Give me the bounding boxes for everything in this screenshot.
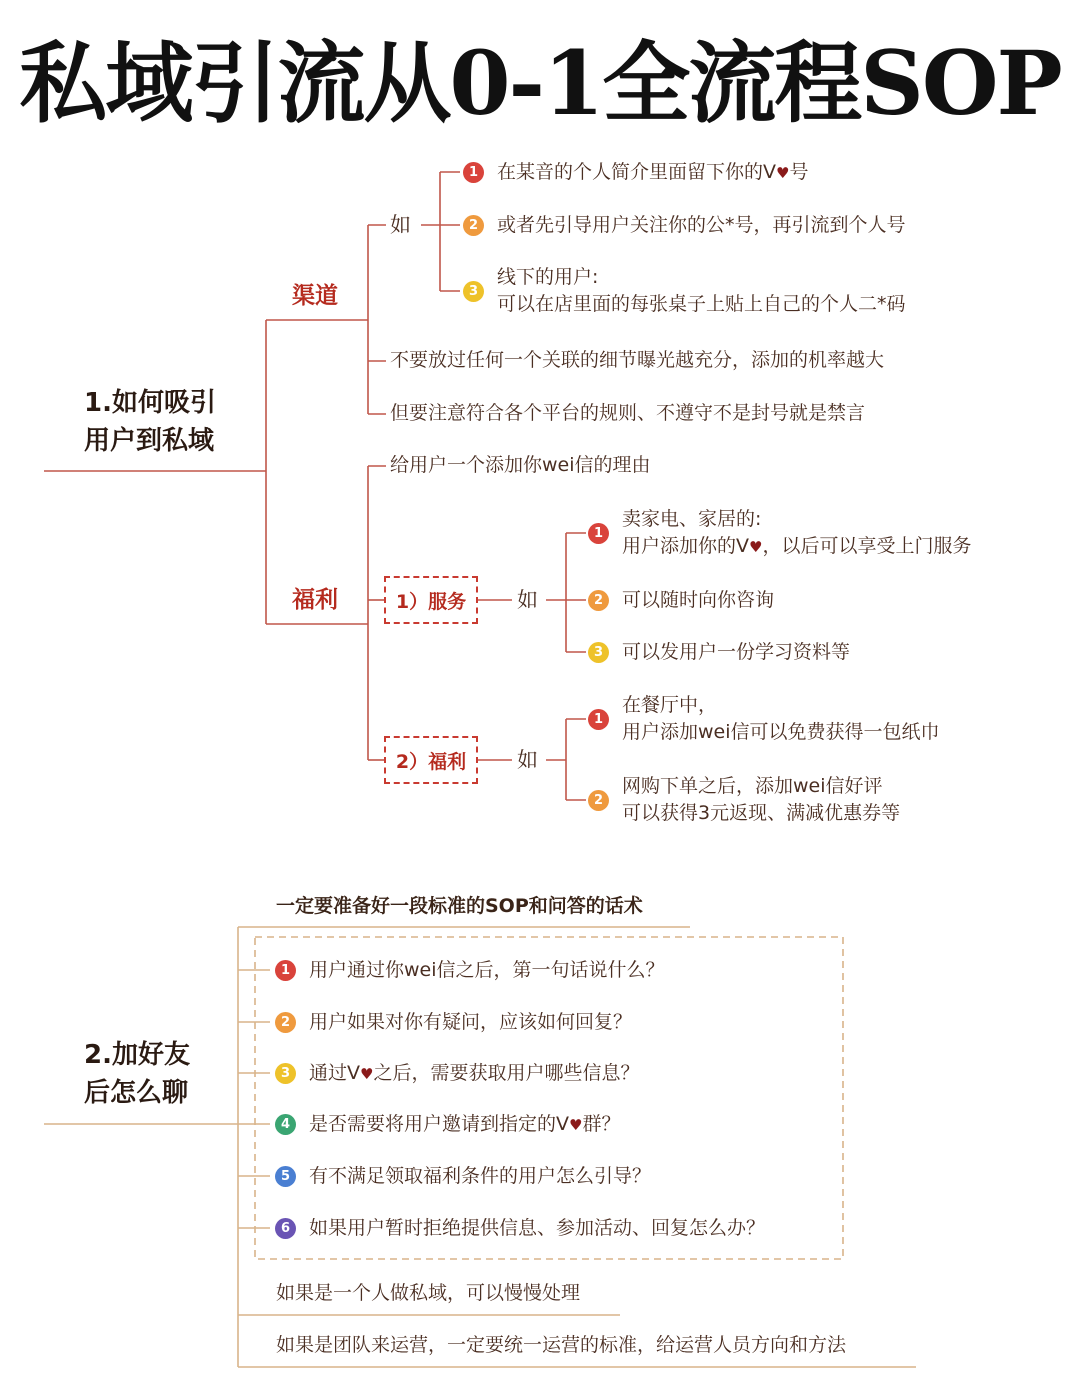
number-2-icon: 2 [275, 1012, 296, 1033]
number-3-icon: 3 [275, 1063, 296, 1084]
service-ru: 如 [517, 588, 538, 612]
channel-ru: 如 [390, 213, 411, 237]
heart-icon: ♥ [776, 164, 790, 182]
questions-dashed-box [255, 937, 843, 1259]
welfare-item-1-line2: 用户添加wei信可以免费获得一包纸巾 [622, 721, 940, 743]
welfare-item-2-line2: 可以获得3元返现、满减优惠券等 [622, 802, 901, 824]
channel-item-3-line2: 可以在店里面的每张桌子上贴上自己的个人二*码 [497, 293, 906, 315]
welfare-item-2-line1: 网购下单之后，添加wei信好评 [622, 775, 883, 797]
question-4: 是否需要将用户邀请到指定的V♥群？ [309, 1113, 621, 1135]
number-1-icon: 1 [588, 523, 609, 544]
service-box: 1）服务 [384, 576, 478, 624]
service-item-3: 可以发用户一份学习资料等 [622, 641, 851, 663]
heart-icon: ♥ [569, 1116, 583, 1134]
number-3-icon: 3 [463, 281, 484, 302]
benefit-reason: 给用户一个添加你wei信的理由 [390, 454, 651, 476]
number-1-icon: 1 [588, 709, 609, 730]
channel-note-2: 但要注意符合各个平台的规则、不遵守不是封号就是禁言 [390, 402, 866, 424]
question-3: 通过V♥之后，需要获取用户哪些信息？ [309, 1062, 640, 1084]
number-2-icon: 2 [588, 590, 609, 611]
question-5: 有不满足领取福利条件的用户怎么引导？ [309, 1165, 652, 1187]
sop-header: 一定要准备好一段标准的SOP和问答的话术 [276, 895, 643, 917]
question-1: 用户通过你wei信之后，第一句话说什么？ [309, 959, 665, 981]
channel-label: 渠道 [292, 283, 338, 309]
number-2-icon: 2 [463, 215, 484, 236]
welfare-ru: 如 [517, 748, 538, 772]
number-6-icon: 6 [275, 1218, 296, 1239]
number-1-icon: 1 [463, 162, 484, 183]
question-6: 如果用户暂时拒绝提供信息、参加活动、回复怎么办？ [309, 1217, 766, 1239]
channel-item-3-line1: 线下的用户: [497, 266, 599, 288]
section2-label [84, 1036, 190, 1112]
page-title: 私域引流从0-1全流程SOP [19, 31, 1061, 135]
service-item-1-line1: 卖家电、家居的: [622, 508, 762, 530]
number-3-icon: 3 [588, 642, 609, 663]
section2-note-1: 如果是一个人做私域，可以慢慢处理 [276, 1282, 581, 1304]
channel-note-1: 不要放过任何一个关联的细节曝光越充分，添加的机率越大 [390, 349, 885, 371]
section1-label-line1: 1.如何吸引 [84, 388, 216, 418]
channel-item-2: 或者先引导用户关注你的公*号，再引流到个人号 [497, 214, 906, 236]
section2-note-2: 如果是团队来运营，一定要统一运营的标准，给运营人员方向和方法 [276, 1334, 847, 1356]
section2-label-line2: 后怎么聊 [84, 1078, 189, 1108]
heart-icon: ♥ [360, 1065, 374, 1083]
channel-item-1: 在某音的个人简介里面留下你的V♥号 [497, 161, 809, 183]
heart-icon: ♥ [749, 538, 763, 556]
section2-label-line1: 2.加好友 [84, 1040, 190, 1070]
service-item-1-line2: 用户添加你的V♥，以后可以享受上门服务 [622, 535, 972, 557]
service-item-2: 可以随时向你咨询 [622, 589, 775, 611]
benefit-label: 福利 [292, 587, 338, 613]
question-2: 用户如果对你有疑问，应该如何回复？ [309, 1011, 633, 1033]
number-2-icon: 2 [588, 790, 609, 811]
number-5-icon: 5 [275, 1166, 296, 1187]
section1-label-line2: 用户到私域 [84, 426, 215, 456]
number-1-icon: 1 [275, 960, 296, 981]
section1-label [84, 384, 216, 460]
welfare-item-1-line1: 在餐厅中， [622, 694, 718, 716]
number-4-icon: 4 [275, 1114, 296, 1135]
welfare-box: 2）福利 [384, 736, 478, 784]
